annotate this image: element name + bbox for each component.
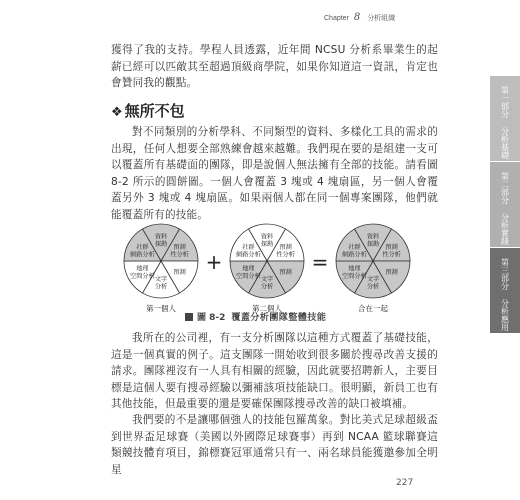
side-tab-part-2[interactable]: 第二部分 分析實踐 xyxy=(490,162,520,248)
pie-segment-label: 社群 xyxy=(136,244,149,251)
side-tabs xyxy=(490,76,520,334)
pie-segment-label: 分析 xyxy=(260,283,274,291)
pie-segment-label: 文字 xyxy=(366,276,380,284)
paragraph-example: 我所在的公司裡，有一支分析團隊以這種方式覆蓋了基礎技能，這是一個真實的例子。這支團隊一開始收到很多關於搜尋改善支援的請求。團隊裡沒有一人具有相關的經驗，因此就要招聘新人，主要目標是這個人要有搜尋經驗以彌補該項技能缺口。很明顯，新員工也有其他技能，但最重要的還是要確保團隊搜尋改善的缺口被填補。 xyxy=(111,332,438,411)
plus-operator: + xyxy=(205,250,223,274)
pie-segment-label: 預測 xyxy=(279,269,292,277)
pie-segment-label: 預測 xyxy=(173,269,186,277)
heading-text: 無所不包 xyxy=(124,102,185,120)
caption-square-icon xyxy=(185,313,193,321)
paragraph-sports: 我們要的不是讓哪個強人的技能包羅萬象。對比美式足球超級盃到世界盃足球賽（美國以外國際足球賽事）再到 NCAA 籃球聯賽這類競技體育項目，錦標賽冠軍通常只有一、兩名球員能獲邀參加全明星 xyxy=(111,414,438,476)
pie-segment-label: 性分析 xyxy=(170,251,189,259)
pie-segment-label: 探勘 xyxy=(366,240,380,248)
pie-segment-label: 性分析 xyxy=(382,251,401,259)
pie-segment-label: 地理 xyxy=(242,265,255,273)
pie-2 xyxy=(230,224,304,313)
skills-pie-figure xyxy=(121,221,441,321)
pie-segment-label: 網路分析 xyxy=(130,251,155,259)
pie-label: 合在一起 xyxy=(358,304,388,313)
pie-segment-label: 資料 xyxy=(366,233,380,241)
page-number: 227 xyxy=(396,478,414,488)
pie-segment-label: 資料 xyxy=(260,233,274,241)
pie-segment-label: 資料 xyxy=(154,233,168,241)
chapter-word: Chapter xyxy=(324,15,349,22)
pie-segment-label: 預測 xyxy=(385,269,398,277)
caption-text: 覆蓋分析團隊整體技能 xyxy=(231,313,327,323)
chapter-title: 分析組織 xyxy=(367,15,396,22)
pie-segment-label: 探勘 xyxy=(260,240,274,248)
pie-label: 第二個人 xyxy=(252,304,282,313)
pie-segment-label: 地理 xyxy=(136,265,149,273)
side-tab-part-1[interactable]: 第一部分 分析基礎 xyxy=(490,76,520,162)
paragraph-coverage: 對不同類別的分析學科、不同類型的資料、多樣化工具的需求的出現，任何人想要全部熟練會越來越難。我們現在要的是組建一支可以覆蓋所有基礎面的團隊，即是說個人無法擁有全部的技能。請看圖 8-2 所示的圓餅圖。一個人會覆蓋 3 塊或 4 塊扇區，另一個人會覆蓋另外 3 塊或 4 塊扇區。如果兩個人都在同一個專案團隊，他們就能覆蓋所有的技能。 xyxy=(111,126,438,221)
section-heading xyxy=(111,100,438,121)
pie-segment-label: 網路分析 xyxy=(342,251,367,259)
chapter-number: 8 xyxy=(353,12,361,23)
paragraph-intro: 獲得了我的支持。學程人員透露，近年間 NCSU 分析系畢業生的起薪已經可以匹敵其至超過頂級商學院，如果你知道這一資訊，肯定也會贊同我的觀點。 xyxy=(111,44,438,90)
pie-segment-label: 空間分析 xyxy=(130,273,155,280)
caption-number: 圖 8-2 xyxy=(197,313,226,323)
pie-1 xyxy=(124,224,198,313)
pie-segment-label: 文字 xyxy=(260,276,274,284)
heading-marker-icon: ❖ xyxy=(111,105,123,120)
pie-segment-label: 文字 xyxy=(154,276,168,284)
pie-label: 第一個人 xyxy=(146,304,176,313)
pie-segment-label: 預測 xyxy=(279,244,292,251)
pie-segment-label: 分析 xyxy=(154,283,168,291)
pie-3 xyxy=(336,224,410,313)
running-header xyxy=(324,12,395,23)
pie-segment-label: 社群 xyxy=(242,244,255,251)
figure-caption xyxy=(185,310,326,323)
pie-segment-label: 分析 xyxy=(366,283,380,291)
pie-segment-label: 社群 xyxy=(348,244,361,251)
pie-segment-label: 空間分析 xyxy=(236,273,261,280)
pie-segment-label: 網路分析 xyxy=(236,251,261,259)
pie-segment-label: 空間分析 xyxy=(342,273,367,280)
pie-segment-label: 性分析 xyxy=(276,251,295,259)
pie-segment-label: 預測 xyxy=(385,244,398,251)
pie-segment-label: 探勘 xyxy=(154,240,168,248)
side-tab-part-3[interactable]: 第三部分 分析應用 xyxy=(490,248,520,334)
pie-segment-label: 地理 xyxy=(348,265,361,273)
pie-segment-label: 預測 xyxy=(173,244,186,251)
equals-operator: = xyxy=(311,250,329,274)
